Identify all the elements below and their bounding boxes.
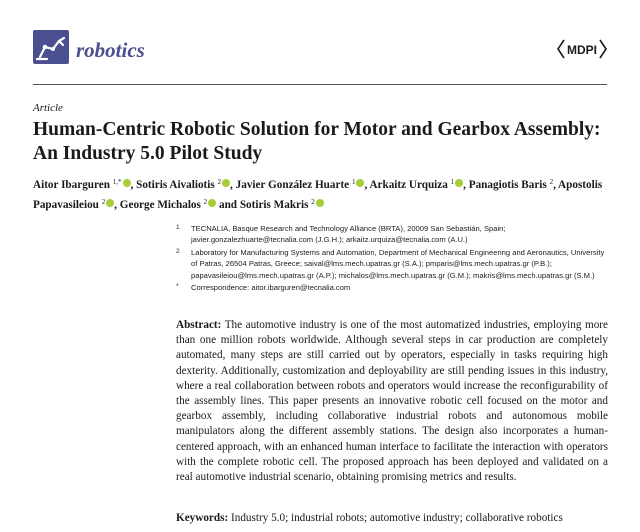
keywords [176,511,608,526]
author-name: Sotiris Aivaliotis [136,179,215,191]
header-divider [33,84,607,85]
abstract [176,318,608,485]
author-name: Arkaitz Urquiza [369,179,448,191]
publisher-name: MDPI [567,43,597,57]
affiliation-marker: 2 [311,198,315,206]
author-name: Panagiotis Baris [468,179,547,191]
orcid-icon[interactable] [106,199,114,207]
abstract-label: Abstract: [176,319,222,331]
author-name: Javier González Huarte [235,179,350,191]
author-name: George Michalos [119,199,201,211]
affiliation-mark: * [176,283,179,291]
affiliation-mark: 1 [176,224,180,231]
affiliation-marker: 2 [203,198,208,206]
affiliation-text: TECNALIA, Basque Research and Technology Alliance (BRTA), 20009 San Sebastián, Spain; javier.gonzalezhuarte@tecnalia.com (J.G.H.); arkaitz.urquiza@tecnalia.com (A.U.) [191,224,506,245]
orcid-icon[interactable] [123,179,131,187]
author[interactable] [236,179,365,191]
orcid-icon[interactable] [316,199,324,207]
author[interactable] [136,179,230,191]
journal-logo-icon [33,30,69,64]
mdpi-logo-icon [557,36,607,62]
journal-header [33,30,607,78]
affiliation-item [176,223,606,246]
affiliation-marker: 2 [549,178,554,186]
article-type: Article [33,102,63,114]
journal-name: robotics [76,38,145,62]
keywords-text: Industry 5.0; industrial robots; automotive industry; collaborative robotics [231,512,563,524]
orcid-icon[interactable] [208,199,216,207]
affiliation-mark: 2 [176,247,180,255]
author-name: Aitor Ibarguren [33,179,110,191]
affiliation-marker: 1 [450,178,455,186]
author-name: Sotiris Makris [239,199,309,211]
orcid-icon[interactable] [222,179,230,187]
affiliation-text: Correspondence: aitor.ibarguren@tecnalia.com [191,283,351,293]
orcid-icon[interactable] [455,179,463,187]
author-name: Apostolis Papavasileiou [33,179,603,211]
abstract-text: The automotive industry is one of the most automatized industries, employing more than one million robots worldwide. Although several steps in car production are completely automated, many steps are still carried out by operators, especially in tasks requiring high dexterity. Additionally, customization and deployability are still pending issues in this industry, where a real collaboration between robots and operators would increase the reconfigurability of the assembly lines. This paper presents an innovative robotic cell focused on the motor and gearbox assembly, including collaborative industrial robots and autonomous mobile manipulators along the different assembly stations. The design also incorporates a human-centered approach, with an enhanced human interface to facilitate the interaction with operators with the complete robotic cell. The proposed approach has been deployed and validated on a real automotive industrial scenario, obtaining promising metrics and results. [176,319,608,484]
author[interactable] [33,179,131,191]
orcid-icon[interactable] [356,179,364,187]
article-title: Human-Centric Robotic Solution for Motor and Gearbox Assembly: An Industry 5.0 Pilot Study [33,119,601,164]
author-list: Aitor Ibarguren $^{1,*}$ , Sotiris Aivaliotis $^2$ , Javier González Huarte $^1$ , Arkaitz Urquiza $^1$ , Panagiotis Baris $^2$, Apostolis Papavasileiou $^2$ , George Michalos $^2$ and Sotiris Makris $^2$ [33,178,603,211]
author[interactable] [120,199,216,211]
affiliation-marker: 1,* [112,178,122,186]
keywords-label: Keywords: [176,512,229,524]
affiliations [176,223,606,294]
author[interactable] [369,179,463,191]
author[interactable] [240,199,324,211]
affiliation-marker: 2 [101,198,106,206]
affiliation-item [176,247,606,281]
author[interactable] [469,179,553,191]
affiliation-text: Laboratory for Manufacturing Systems and Automation, Department of Mechanical Engineering and Aeronautics, University of Patras, 26504 Patras, Greece; saival@lms.mech.upatras.gr (S.A.); pmparis@lms.mech.upatras.gr (P.B.); papavasileiou@lms.mech.upatras.gr (A.P.); michalos@lms.mech.upatras.gr (G.M.); makris@lms.mech.upatras.gr (S.M.) [191,247,605,280]
affiliation-marker: 1 [351,178,356,186]
affiliation-item [176,282,606,293]
affiliation-marker: 2 [217,178,222,186]
